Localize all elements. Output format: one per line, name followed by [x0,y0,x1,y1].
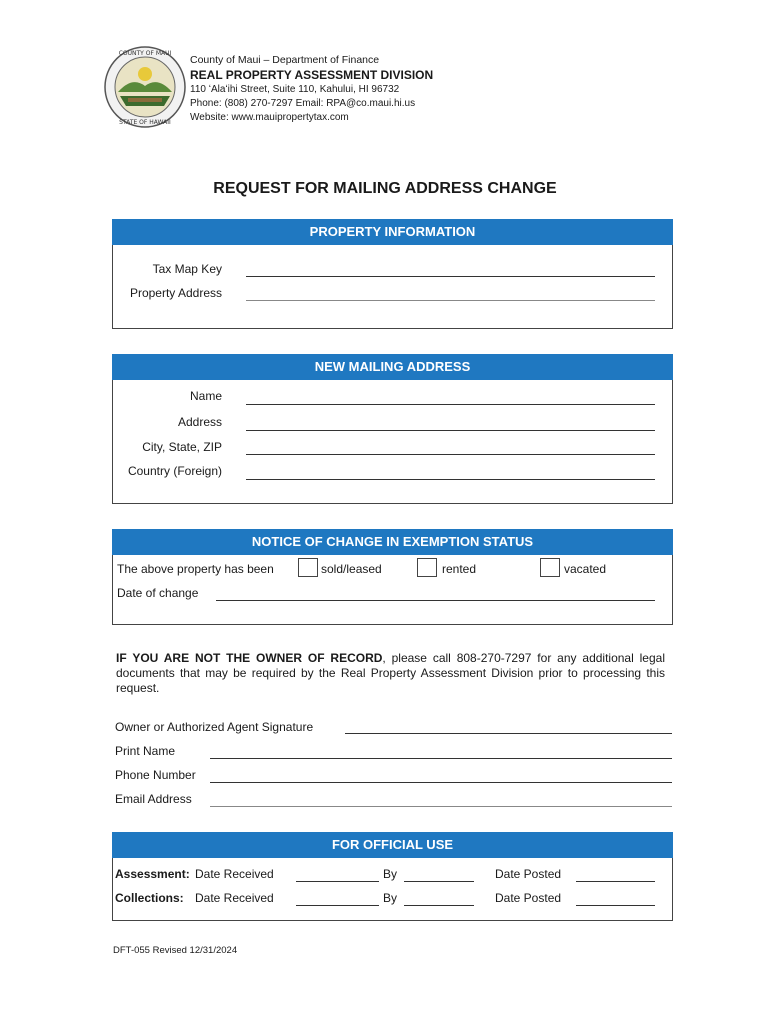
new-mailing-address-section [112,354,673,504]
sold-leased-checkbox[interactable] [298,558,318,577]
vacated-label: vacated [564,562,607,576]
email-address-field[interactable] [210,806,672,807]
assessment-date-received-field[interactable] [296,881,379,882]
new-mailing-address-heading: NEW MAILING ADDRESS [112,354,673,380]
notice-bold-text: IF YOU ARE NOT THE OWNER OF RECORD [116,651,383,665]
collections-by-field[interactable] [404,905,474,906]
division-website: Website: www.mauipropertytax.com [190,112,349,123]
print-name-field[interactable] [210,758,672,759]
vacated-checkbox[interactable] [540,558,560,577]
collections-date-received-label: Date Received [195,891,274,905]
assessment-date-received-label: Date Received [195,867,274,881]
collections-date-posted-field[interactable] [576,905,655,906]
division-contact: Phone: (808) 270-7297 Email: RPA@co.maui.hi.us [190,98,416,109]
exemption-prompt: The above property has been [117,562,274,576]
rented-label: rented [442,562,477,576]
owner-of-record-notice [116,651,665,696]
form-revision-footer: DFT-055 Revised 12/31/2024 [113,945,238,956]
mailing-address-field[interactable] [246,430,655,431]
country-label: Country (Foreign) [127,464,222,478]
country-field[interactable] [246,479,655,480]
collections-date-posted-label: Date Posted [495,891,562,905]
collections-label: Collections: [115,891,184,905]
form-title: REQUEST FOR MAILING ADDRESS CHANGE [213,180,557,197]
division-name: REAL PROPERTY ASSESSMENT DIVISION [190,68,434,82]
phone-number-field[interactable] [210,782,672,783]
tax-map-key-label: Tax Map Key [152,262,222,276]
assessment-date-posted-label: Date Posted [495,867,562,881]
date-of-change-field[interactable] [216,600,655,601]
property-information-heading: PROPERTY INFORMATION [112,219,673,245]
tax-map-key-field[interactable] [246,276,655,277]
signature-field[interactable] [345,733,672,734]
assessment-date-posted-field[interactable] [576,881,655,882]
exemption-status-section [112,529,673,625]
notice-text: , please call 808-270-7297 for any additional legal documents that may be required by the Real Property Assessment Division prior to processing this request. [116,651,665,695]
official-use-heading: FOR OFFICIAL USE [112,832,673,858]
signature-label: Owner or Authorized Agent Signature [115,720,314,734]
mailing-address-label: Address [177,415,222,429]
division-address: 110 ʻAlaʻihi Street, Suite 110, Kahului, HI 96732 [190,84,400,95]
date-of-change-label: Date of change [117,586,199,600]
city-state-zip-label: City, State, ZIP [142,440,222,454]
name-field[interactable] [246,404,655,405]
city-state-zip-field[interactable] [246,454,655,455]
collections-by-label: By [383,891,398,905]
department-name: County of Maui – Department of Finance [190,54,380,66]
email-address-label: Email Address [115,792,192,806]
assessment-by-label: By [383,867,398,881]
assessment-by-field[interactable] [404,881,474,882]
county-seal-logo [104,46,186,128]
name-label: Name [189,389,222,403]
print-name-label: Print Name [115,744,176,758]
assessment-label: Assessment: [115,867,190,881]
sold-leased-label: sold/leased [321,562,382,576]
svg-text:STATE OF HAWAII: STATE OF HAWAII [119,119,171,126]
rented-checkbox[interactable] [417,558,437,577]
property-address-field[interactable] [246,300,655,301]
exemption-status-heading: NOTICE OF CHANGE IN EXEMPTION STATUS [112,529,673,555]
phone-number-label: Phone Number [115,768,196,782]
collections-date-received-field[interactable] [296,905,379,906]
svg-text:COUNTY OF MAUI: COUNTY OF MAUI [118,50,172,57]
property-address-label: Property Address [129,286,222,300]
